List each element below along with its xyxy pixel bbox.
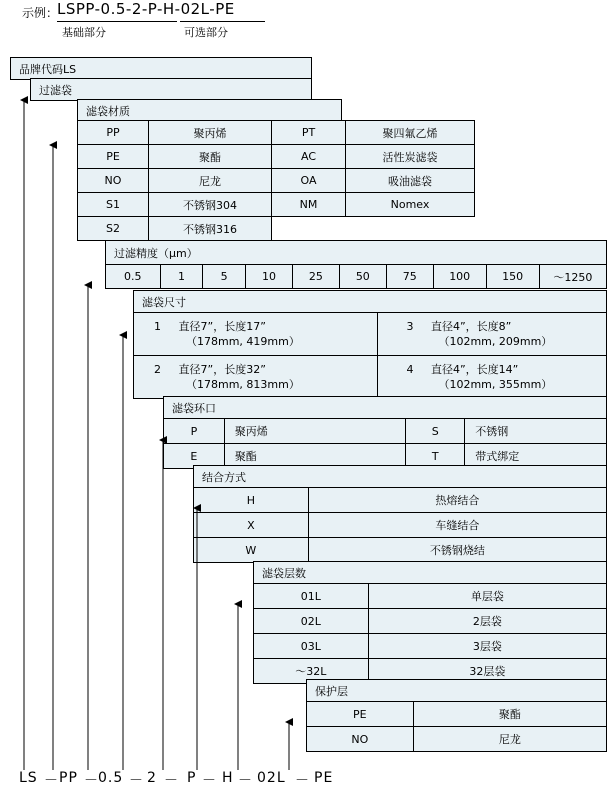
- cell-name: 车缝结合: [308, 513, 606, 538]
- block-brand: [10, 57, 312, 80]
- cell-code: NO: [78, 169, 149, 193]
- cell-name: 不锈钢: [465, 419, 607, 444]
- cell-name: 聚酯: [224, 444, 405, 469]
- size-cell: [378, 313, 607, 356]
- size-desc: 直径7”，长度32”: [178, 363, 266, 376]
- bottom-seg-ring: P: [187, 770, 197, 786]
- bottom-seg-precision: 0.5: [98, 770, 124, 786]
- size-cell: [378, 356, 607, 399]
- precision-value: 5: [203, 265, 246, 289]
- precision-value: 100: [433, 265, 486, 289]
- bottom-sep: －: [295, 773, 310, 789]
- basic-part-underline: [57, 21, 177, 22]
- cell-code: NM: [272, 193, 346, 217]
- cell-name: 聚酯: [413, 702, 606, 727]
- cell-empty: [346, 217, 475, 241]
- cell-name: 32层袋: [368, 659, 606, 684]
- cell-name: 尼龙: [413, 727, 606, 752]
- block-layers: [253, 561, 607, 684]
- bottom-seg-protect: PE: [314, 770, 334, 786]
- optional-part-underline: [180, 21, 265, 22]
- cell-code: X: [194, 513, 309, 538]
- table-row: [164, 397, 607, 419]
- size-cell: [134, 356, 378, 399]
- example-label: 示例：: [22, 6, 59, 20]
- cell-name: 聚酯: [149, 145, 272, 169]
- table-row: [78, 217, 475, 241]
- table-row: [194, 538, 607, 563]
- block-brand-row: [30, 78, 312, 101]
- cell-code: 03L: [254, 634, 369, 659]
- precision-value: 150: [486, 265, 539, 289]
- table-row: [254, 634, 607, 659]
- example-code: LSPP-0.5-2-P-H-02L-PE: [57, 0, 235, 18]
- size-desc: 直径4”，长度8”: [430, 320, 512, 333]
- cell-code: AC: [272, 145, 346, 169]
- bonding-title: 结合方式: [194, 466, 607, 488]
- cell-code: W: [194, 538, 309, 563]
- cell-name: 3层袋: [368, 634, 606, 659]
- table-row: [307, 680, 607, 702]
- bottom-seg-ls: LS: [19, 770, 38, 786]
- block-ring: [163, 396, 607, 469]
- material-title: 滤袋材质: [78, 100, 342, 122]
- table-row: [78, 145, 475, 169]
- table-row: [307, 702, 607, 727]
- cell-code: ～32L: [254, 659, 369, 684]
- size-metric: （178mm, 419mm）: [186, 335, 300, 348]
- size-metric: （102mm, 209mm）: [438, 335, 553, 348]
- bottom-sep: －: [44, 773, 59, 789]
- optional-part-label: 可选部分: [184, 26, 228, 39]
- size-cell: [134, 313, 378, 356]
- cell-code: H: [194, 488, 309, 513]
- cell-name: 聚丙烯: [224, 419, 405, 444]
- size-desc: 直径4”，长度14”: [430, 363, 519, 376]
- size-index: 4: [406, 363, 414, 376]
- precision-value: 10: [246, 265, 293, 289]
- bottom-sep: －: [129, 773, 144, 789]
- bottom-sep: －: [238, 773, 253, 789]
- cell-code: E: [164, 444, 225, 469]
- cell-code: PE: [78, 145, 149, 169]
- table-row: [78, 100, 342, 122]
- precision-value: 50: [339, 265, 386, 289]
- table-row: [134, 356, 607, 399]
- cell-name: 带式绑定: [465, 444, 607, 469]
- cell-code: PT: [272, 121, 346, 145]
- size-index: 1: [154, 320, 161, 333]
- table-row: [78, 121, 475, 145]
- cell-name: 不锈钢316: [149, 217, 272, 241]
- block-size: [133, 290, 607, 399]
- table-row: [164, 419, 607, 444]
- bottom-seg-size: 2: [147, 770, 157, 786]
- table-row: [134, 313, 607, 356]
- precision-value: ～1250: [539, 265, 606, 289]
- bottom-sep: －: [84, 773, 99, 789]
- precision-value: 25: [292, 265, 339, 289]
- table-row: [307, 727, 607, 752]
- cell-name: 不锈钢304: [149, 193, 272, 217]
- table-row: [194, 466, 607, 488]
- bottom-sep: －: [164, 773, 179, 789]
- table-row: [78, 193, 475, 217]
- table-row: [31, 79, 312, 101]
- size-index: 3: [406, 320, 414, 333]
- cell-empty: [272, 217, 346, 241]
- table-row: [254, 562, 607, 584]
- bottom-seg-pp: PP: [59, 770, 78, 786]
- cell-code: S1: [78, 193, 149, 217]
- cell-code: S2: [78, 217, 149, 241]
- precision-title: 过滤精度（μm）: [106, 241, 607, 265]
- precision-value: 1: [160, 265, 203, 289]
- table-row: [194, 513, 607, 538]
- precision-value: 75: [386, 265, 433, 289]
- cell-code: 01L: [254, 584, 369, 609]
- size-desc: 直径7”，长度17”: [178, 320, 266, 333]
- brand-title: 品牌代码LS: [11, 58, 312, 80]
- cell-name: 吸油滤袋: [346, 169, 475, 193]
- size-index: 2: [154, 363, 161, 376]
- precision-value: 0.5: [106, 265, 161, 289]
- cell-name: 单层袋: [368, 584, 606, 609]
- cell-name: 聚丙烯: [149, 121, 272, 145]
- bottom-seg-layers: 02L: [257, 770, 286, 786]
- block-bonding: [193, 465, 607, 563]
- cell-name: 2层袋: [368, 609, 606, 634]
- cell-name: 尼龙: [149, 169, 272, 193]
- cell-code: PP: [78, 121, 149, 145]
- table-row: [106, 241, 607, 265]
- block-precision: [105, 240, 607, 289]
- cell-name: Nomex: [346, 193, 475, 217]
- table-row: [254, 584, 607, 609]
- size-title: 滤袋尺寸: [134, 291, 607, 313]
- table-row: [134, 291, 607, 313]
- table-row: [78, 169, 475, 193]
- block-protect: [306, 679, 607, 752]
- cell-code: OA: [272, 169, 346, 193]
- bottom-seg-bonding: H: [222, 770, 234, 786]
- size-metric: （102mm, 355mm）: [438, 378, 553, 391]
- cell-name: 聚四氟乙烯: [346, 121, 475, 145]
- cell-name: 不锈钢烧结: [308, 538, 606, 563]
- ring-title: 滤袋环口: [164, 397, 607, 419]
- table-row: [11, 58, 312, 80]
- cell-code: P: [164, 419, 225, 444]
- block-material: [77, 99, 342, 122]
- cell-name: 热熔结合: [308, 488, 606, 513]
- table-row: [254, 609, 607, 634]
- cell-code: NO: [307, 727, 414, 752]
- table-row: [106, 265, 607, 289]
- cell-code: 02L: [254, 609, 369, 634]
- block-material-rows: [77, 120, 475, 241]
- layers-title: 滤袋层数: [254, 562, 607, 584]
- basic-part-label: 基础部分: [62, 26, 106, 39]
- brand-value: 过滤袋: [31, 79, 312, 101]
- cell-code: T: [406, 444, 465, 469]
- cell-code: S: [406, 419, 465, 444]
- size-metric: （178mm, 813mm）: [186, 378, 300, 391]
- cell-name: 活性炭滤袋: [346, 145, 475, 169]
- bottom-sep: －: [202, 773, 217, 789]
- cell-code: PE: [307, 702, 414, 727]
- protect-title: 保护层: [307, 680, 607, 702]
- table-row: [194, 488, 607, 513]
